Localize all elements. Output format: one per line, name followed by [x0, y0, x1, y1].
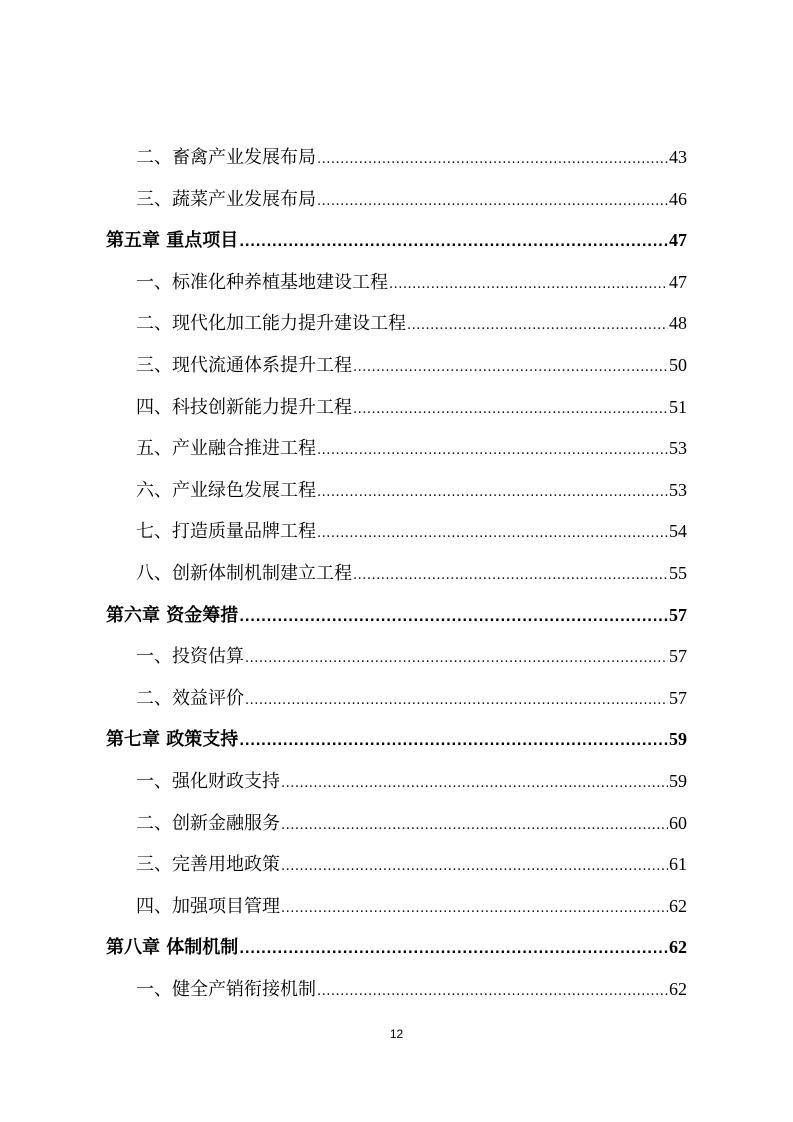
toc-entry-title: 四、加强项目管理 — [136, 895, 280, 917]
toc-entry[interactable] — [106, 844, 687, 886]
dot-leader — [281, 763, 668, 805]
toc-chapter-entry[interactable] — [106, 220, 687, 262]
toc-entry[interactable] — [106, 387, 687, 429]
toc-entry[interactable] — [106, 137, 687, 179]
toc-entry-page: 62 — [669, 895, 687, 916]
toc-entry[interactable] — [106, 803, 687, 845]
toc-entry-page: 53 — [669, 438, 687, 459]
toc-entry[interactable] — [106, 969, 687, 1011]
toc-entry-title: 二、畜禽产业发展布局 — [136, 147, 316, 168]
table-of-contents — [106, 137, 687, 1010]
toc-entry-title: 二、现代化加工能力提升建设工程 — [136, 313, 406, 335]
toc-entry[interactable] — [106, 678, 687, 720]
toc-entry-page: 60 — [669, 812, 687, 833]
dot-leader — [353, 389, 668, 431]
dot-leader — [353, 555, 668, 597]
dot-leader — [245, 638, 668, 680]
page-number-footer: 12 — [389, 1027, 404, 1041]
toc-entry-title: 一、健全产销衔接机制 — [136, 978, 316, 1000]
toc-entry-title: 第七章 政策支持 — [106, 729, 239, 751]
dot-leader — [353, 347, 668, 389]
toc-entry-title: 一、标准化种养植基地建设工程 — [136, 271, 388, 293]
toc-entry-page: 48 — [669, 313, 687, 334]
toc-entry-title: 三、蔬菜产业发展布局 — [136, 188, 316, 210]
toc-entry[interactable] — [106, 303, 687, 345]
toc-entry-title: 二、效益评价 — [136, 687, 244, 709]
dot-leader — [281, 888, 668, 930]
toc-entry-title: 二、创新金融服务 — [136, 812, 280, 834]
toc-entry-title: 一、投资估算 — [136, 646, 244, 668]
toc-entry-page: 57 — [669, 687, 687, 708]
toc-entry[interactable] — [106, 511, 687, 553]
toc-entry-page: 57 — [669, 604, 687, 625]
toc-entry[interactable] — [106, 886, 687, 928]
toc-entry-page: 51 — [669, 396, 687, 417]
dot-leader — [317, 472, 668, 514]
toc-chapter-entry[interactable] — [106, 927, 687, 969]
dot-leader — [317, 139, 668, 181]
toc-entry-title: 七、打造质量品牌工程 — [136, 521, 316, 543]
dot-leader — [239, 222, 668, 264]
toc-chapter-entry[interactable] — [106, 595, 687, 637]
dot-leader — [281, 846, 668, 888]
toc-entry[interactable] — [106, 470, 687, 512]
toc-entry-page: 47 — [669, 271, 687, 292]
toc-entry-page: 47 — [669, 230, 687, 251]
toc-entry-title: 三、完善用地政策 — [136, 854, 280, 876]
dot-leader — [239, 721, 668, 763]
toc-entry-page: 55 — [669, 562, 687, 583]
toc-chapter-entry[interactable] — [106, 719, 687, 761]
toc-entry-title: 第五章 重点项目 — [106, 230, 239, 252]
dot-leader — [281, 805, 668, 847]
dot-leader — [239, 597, 668, 639]
toc-entry-page: 46 — [669, 188, 687, 209]
dot-leader — [317, 513, 668, 555]
dot-leader — [407, 305, 668, 347]
toc-entry-title: 五、产业融合推进工程 — [136, 438, 316, 460]
toc-entry[interactable] — [106, 636, 687, 678]
dot-leader — [317, 430, 668, 472]
toc-entry-page: 57 — [669, 646, 687, 667]
toc-entry[interactable] — [106, 179, 687, 221]
toc-entry-title: 六、产业绿色发展工程 — [136, 479, 316, 501]
toc-entry-page: 50 — [669, 354, 687, 375]
dot-leader — [317, 971, 668, 1013]
dot-leader — [239, 929, 668, 971]
toc-entry-page: 61 — [669, 854, 687, 875]
toc-entry-page: 54 — [669, 521, 687, 542]
dot-leader — [389, 264, 668, 306]
toc-entry[interactable] — [106, 553, 687, 595]
toc-entry-title: 一、强化财政支持 — [136, 770, 280, 792]
toc-entry-page: 62 — [669, 978, 687, 999]
toc-entry-title: 三、现代流通体系提升工程 — [136, 354, 352, 376]
toc-entry[interactable] — [106, 761, 687, 803]
dot-leader — [317, 181, 668, 223]
toc-entry-page: 59 — [669, 770, 687, 791]
toc-entry[interactable] — [106, 345, 687, 387]
dot-leader — [245, 680, 668, 722]
toc-entry-page: 43 — [669, 147, 687, 167]
toc-entry-title: 四、科技创新能力提升工程 — [136, 396, 352, 418]
toc-entry-page: 59 — [669, 729, 687, 750]
toc-entry[interactable] — [106, 262, 687, 304]
toc-entry-title: 第六章 资金筹措 — [106, 604, 239, 626]
toc-entry-page: 53 — [669, 479, 687, 500]
toc-entry[interactable] — [106, 428, 687, 470]
toc-entry-title: 第八章 体制机制 — [106, 937, 239, 959]
toc-entry-title: 八、创新体制机制建立工程 — [136, 562, 352, 584]
toc-entry-page: 62 — [669, 937, 687, 958]
